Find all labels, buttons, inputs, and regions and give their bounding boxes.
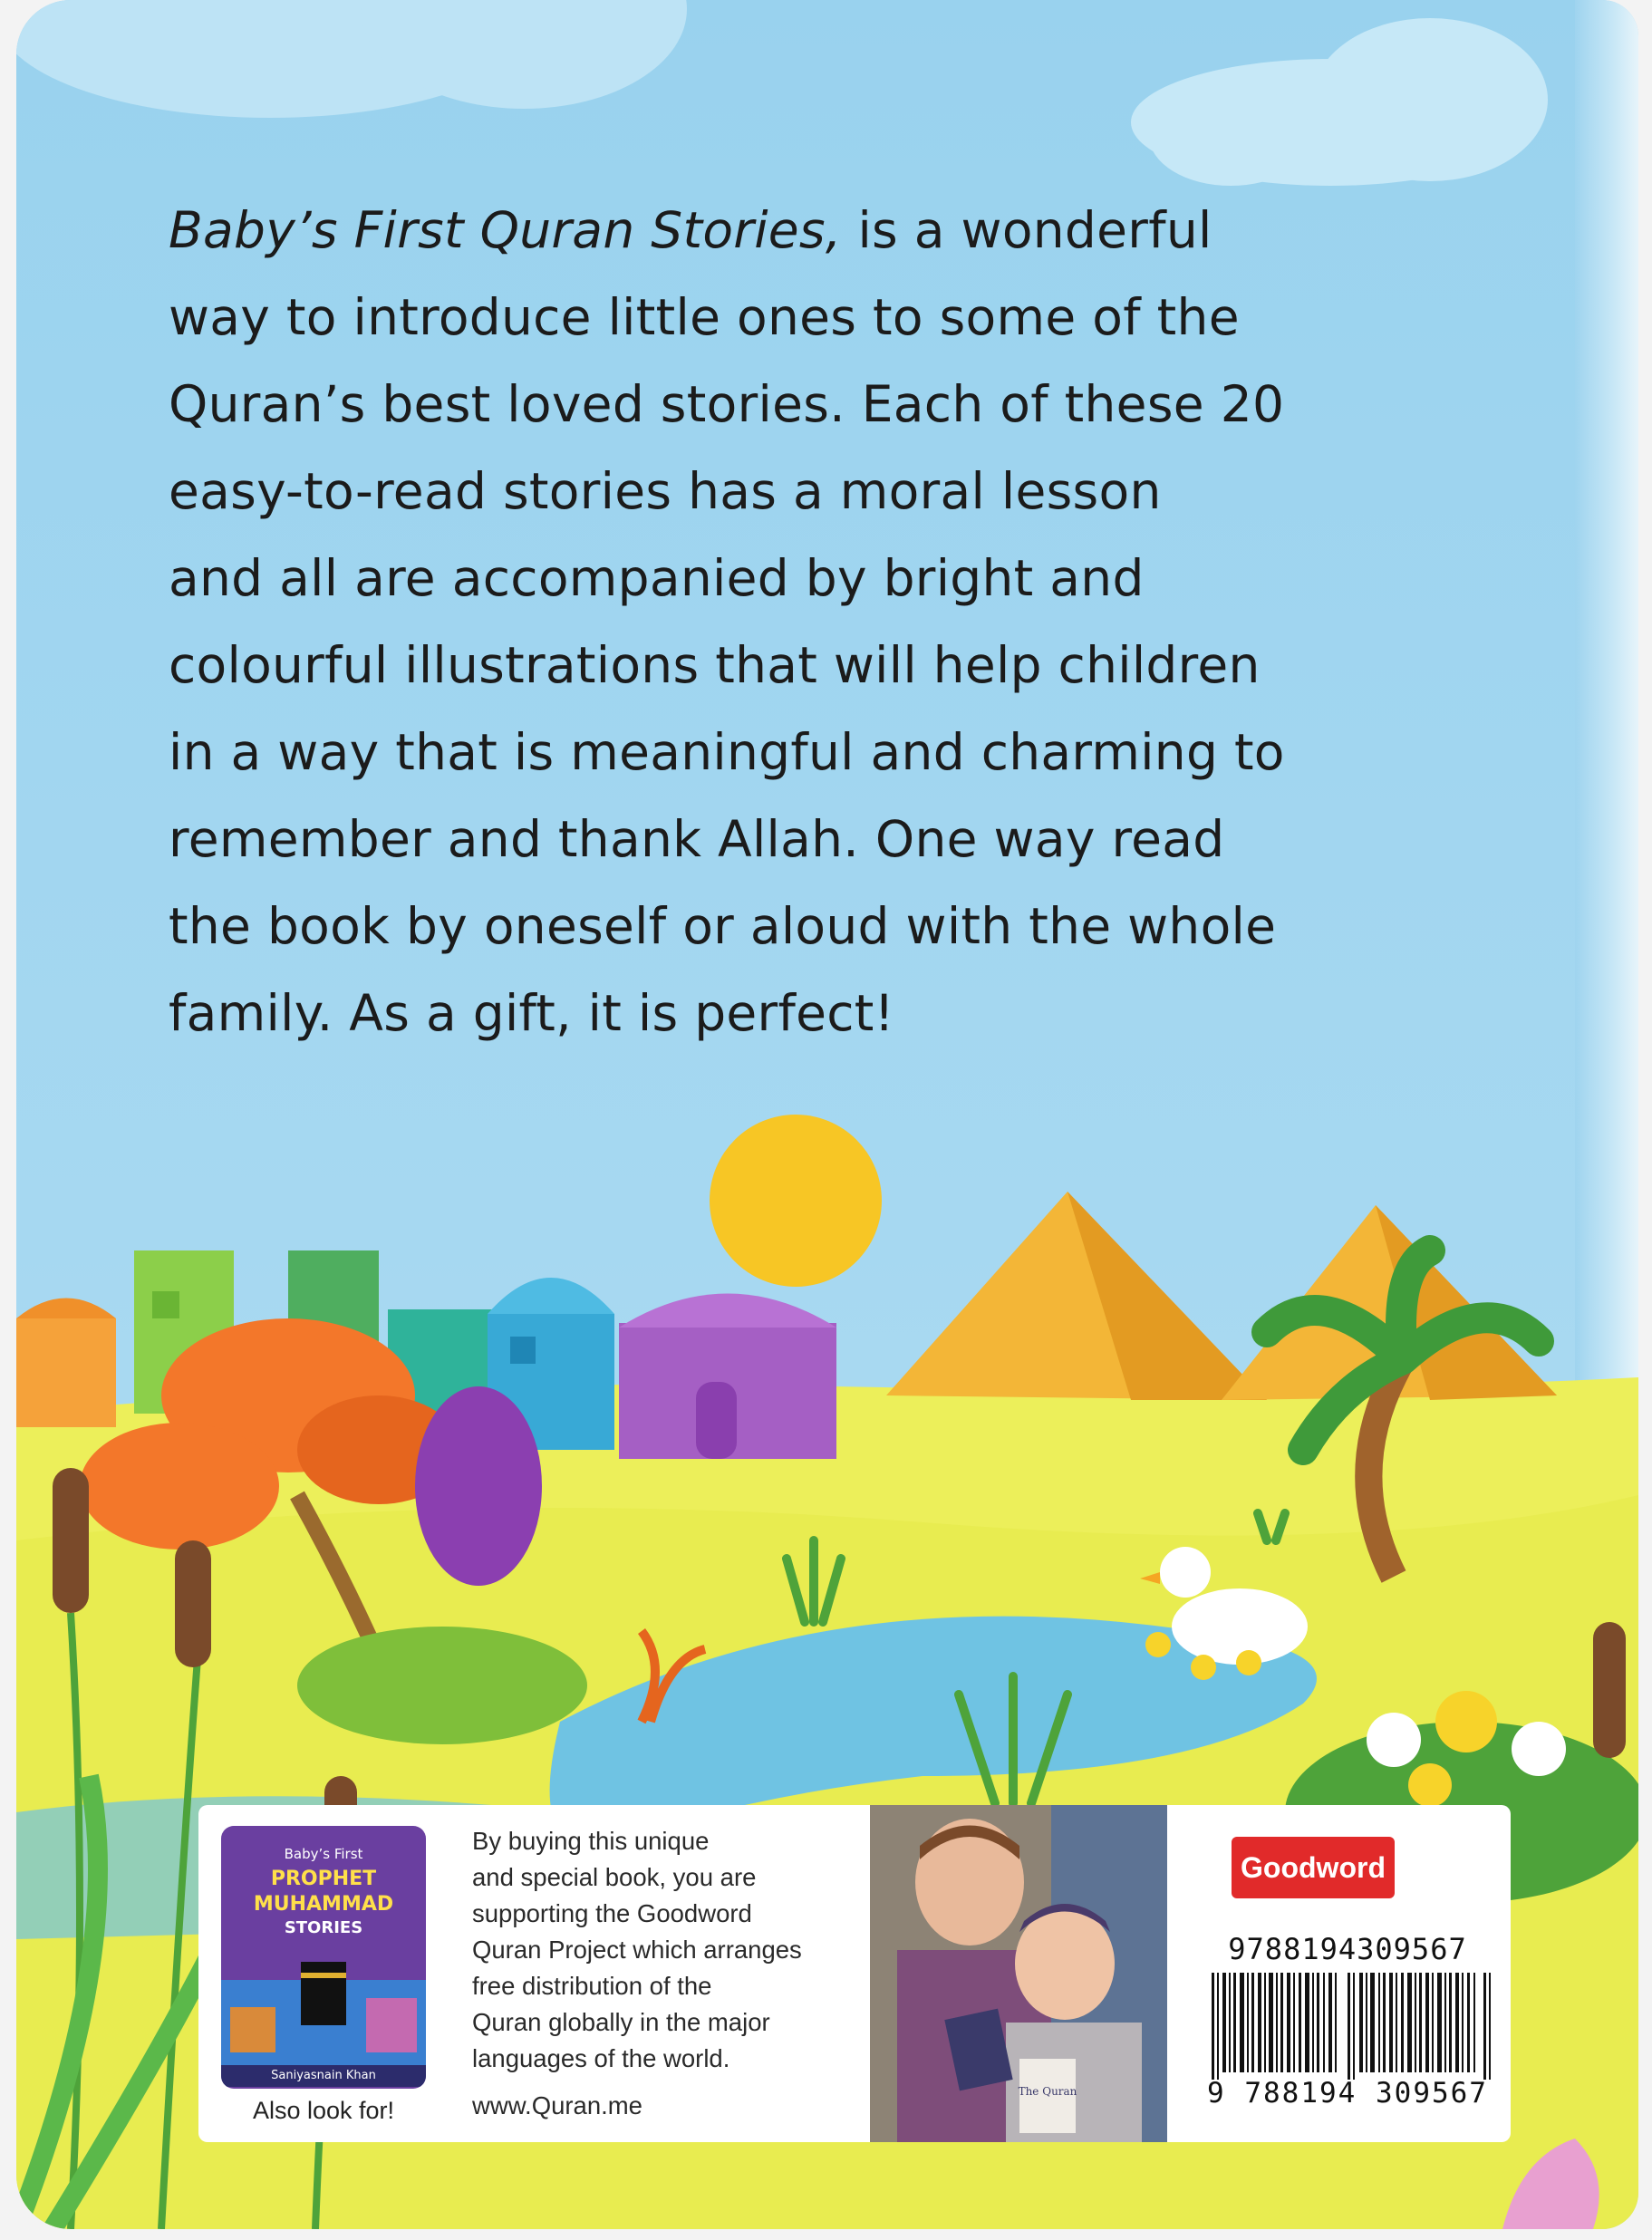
- support-line-2: and special book, you are: [472, 1863, 757, 1891]
- support-line-3: supporting the Goodword: [472, 1899, 752, 1927]
- mini-cover-line4: STORIES: [284, 1918, 363, 1937]
- support-text: [472, 1823, 853, 2077]
- support-line-1: By buying this unique: [472, 1827, 710, 1855]
- children-holding-quran-photo: [870, 1805, 1167, 2142]
- photo-illustration: [870, 1805, 1167, 2142]
- info-panel: [198, 1805, 1511, 2142]
- back-cover-blurb: [169, 187, 1528, 1057]
- blurb-line-1: is a wonderful: [841, 201, 1212, 259]
- green-mound: [297, 1627, 587, 1744]
- blurb-line-8: remember and thank Allah. One way read: [169, 810, 1225, 868]
- cover-board: [16, 0, 1638, 2229]
- blurb-line-5: and all are accompanied by bright and: [169, 549, 1145, 607]
- isbn-text-top: 9788194309567: [1228, 1932, 1467, 1966]
- photo-book-label: The Quran: [1018, 2085, 1077, 2098]
- support-line-6: Quran globally in the major: [472, 2008, 770, 2036]
- mini-cover-line3: MUHAMMAD: [253, 1893, 394, 1916]
- mini-cover-author: Saniyasnain Khan: [221, 2065, 426, 2087]
- blurb-line-4: easy-to-read stories has a moral lesson: [169, 462, 1162, 520]
- mini-cover-line2: PROPHET: [270, 1868, 377, 1890]
- blurb-line-7: in a way that is meaningful and charming to: [169, 723, 1285, 781]
- blurb-line-9: the book by oneself or aloud with the whole: [169, 897, 1277, 955]
- kaaba-scene-icon: [221, 1944, 426, 2071]
- isbn-barcode: [1212, 1973, 1493, 2080]
- blurb-line-3: Quran’s best loved stories. Each of these 20: [169, 375, 1285, 433]
- cloud-top-left: [16, 0, 687, 118]
- website-link[interactable]: www.Quran.me: [472, 2091, 642, 2119]
- support-line-5: free distribution of the: [472, 1972, 712, 2000]
- book-title-italic: Baby’s First Quran Stories,: [169, 201, 842, 259]
- support-line-7: languages of the world.: [472, 2044, 730, 2072]
- companion-book-cover: [221, 1826, 426, 2089]
- blurb-line-2: way to introduce little ones to some of the: [169, 288, 1240, 346]
- also-look-for-label: Also look for!: [252, 2097, 395, 2124]
- blurb-line-10: family. As a gift, it is perfect!: [169, 984, 895, 1042]
- sun: [710, 1115, 882, 1287]
- isbn-text-bottom: 9 788194 309567: [1207, 2077, 1488, 2110]
- mini-cover-line1: Baby’s First: [284, 1846, 363, 1862]
- cloud-top-right: [1131, 18, 1548, 186]
- blurb-line-6: colourful illustrations that will help children: [169, 636, 1261, 694]
- support-line-4: Quran Project which arranges: [472, 1936, 802, 1964]
- goodword-logo: Goodword: [1232, 1837, 1395, 1898]
